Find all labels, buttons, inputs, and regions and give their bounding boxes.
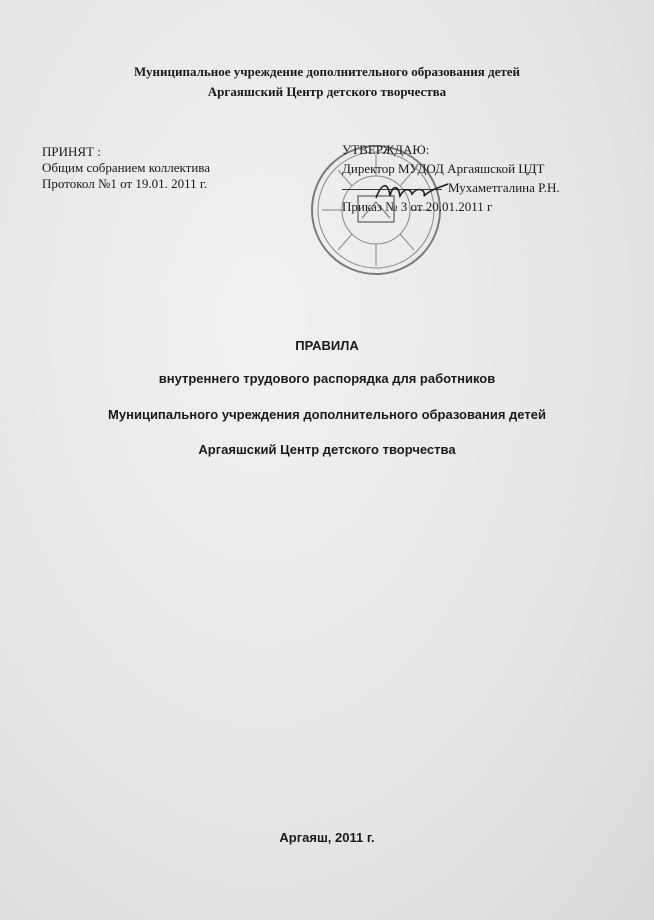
institution-subname: Аргаяшский Центр детского творчества — [207, 84, 447, 99]
approved-position: Директор МУДОД Аргаяшской ЦДТ — [342, 161, 545, 176]
document-institution-name: Аргаяшский Центр детского творчества — [198, 442, 456, 457]
accepted-protocol: Протокол №1 от 19.01. 2011 г. — [42, 176, 207, 191]
signature-icon — [372, 178, 452, 204]
accepted-label: ПРИНЯТ : — [42, 144, 101, 159]
place-and-year: Аргаяш, 2011 г. — [279, 830, 375, 845]
document-institution: Муниципального учреждения дополнительного образования детей — [108, 407, 546, 422]
accepted-block — [42, 144, 210, 192]
document-header — [0, 62, 654, 102]
approved-label: УТВЕРЖДАЮ: — [342, 142, 430, 157]
approved-name: Мухаметгалина Р.Н. — [448, 180, 560, 195]
document-subtitle: внутреннего трудового распорядка для работников — [158, 371, 496, 386]
approved-order: Приказ № 3 от 20.01.2011 г — [342, 199, 493, 214]
institution-name: Муниципальное учреждение дополнительного образования детей — [133, 64, 521, 79]
document-title: ПРАВИЛА — [295, 338, 359, 353]
accepted-body: Общим собранием коллектива — [42, 160, 211, 175]
